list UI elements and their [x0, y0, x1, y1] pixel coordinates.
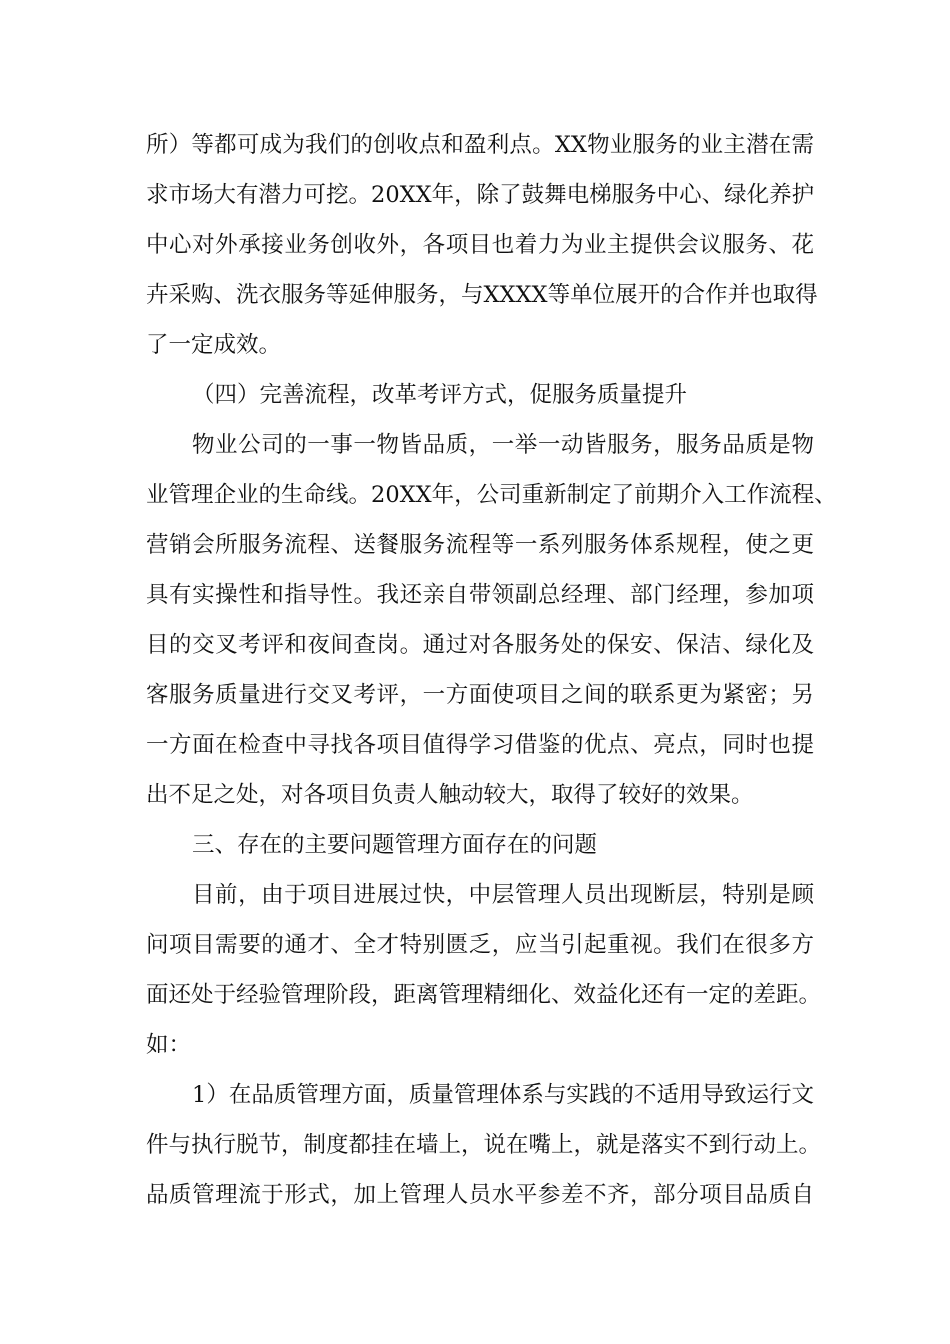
text-line: 出不足之处，对各项目负责人触动较大，取得了较好的效果。	[146, 782, 754, 808]
text-line: 面还处于经验管理阶段，距离管理精细化、效益化还有一定的差距。	[146, 982, 822, 1008]
text-line: 物业公司的一事一物皆品质，一举一动皆服务，服务品质是物	[192, 432, 814, 458]
text-line: 了一定成效。	[146, 332, 282, 358]
text-line: 客服务质量进行交叉考评，一方面使项目之间的联系更为紧密；另	[146, 682, 814, 708]
document-body	[146, 120, 837, 1220]
text-line: 目前，由于项目进展过快，中层管理人员出现断层，特别是顾	[192, 882, 814, 908]
text-line: 营销会所服务流程、送餐服务流程等一系列服务体系规程，使之更	[146, 532, 814, 558]
text-line: 件与执行脱节，制度都挂在墙上，说在嘴上，就是落实不到行动上。	[146, 1132, 822, 1158]
text-line: 所）等都可成为我们的创收点和盈利点。XX物业服务的业主潜在需	[146, 132, 814, 158]
text-line: 求市场大有潜力可挖。20XX年，除了鼓舞电梯服务中心、绿化养护	[146, 182, 815, 208]
text-line: 目的交叉考评和夜间查岗。通过对各服务处的保安、保洁、绿化及	[146, 632, 814, 658]
text-line: 具有实操性和指导性。我还亲自带领副总经理、部门经理，参加项	[146, 582, 814, 608]
text-line: 品质管理流于形式，加上管理人员水平参差不齐，部分项目品质自	[146, 1182, 814, 1208]
text-line: 问项目需要的通才、全才特别匮乏，应当引起重视。我们在很多方	[146, 932, 814, 958]
section-heading: 三、存在的主要问题管理方面存在的问题	[192, 832, 598, 858]
section-heading: （四）完善流程，改革考评方式，促服务质量提升	[192, 382, 688, 408]
text-line: 卉采购、洗衣服务等延伸服务，与XXXX等单位展开的合作并也取得	[146, 282, 818, 308]
text-line: 业管理企业的生命线。20XX年，公司重新制定了前期介入工作流程、	[146, 482, 837, 508]
text-line: 1）在品质管理方面，质量管理体系与实践的不适用导致运行文	[192, 1082, 814, 1108]
text-line: 中心对外承接业务创收外，各项目也着力为业主提供会议服务、花	[146, 232, 814, 258]
text-line: 一方面在检查中寻找各项目值得学习借鉴的优点、亮点，同时也提	[146, 732, 814, 758]
text-line: 如：	[146, 1032, 192, 1058]
